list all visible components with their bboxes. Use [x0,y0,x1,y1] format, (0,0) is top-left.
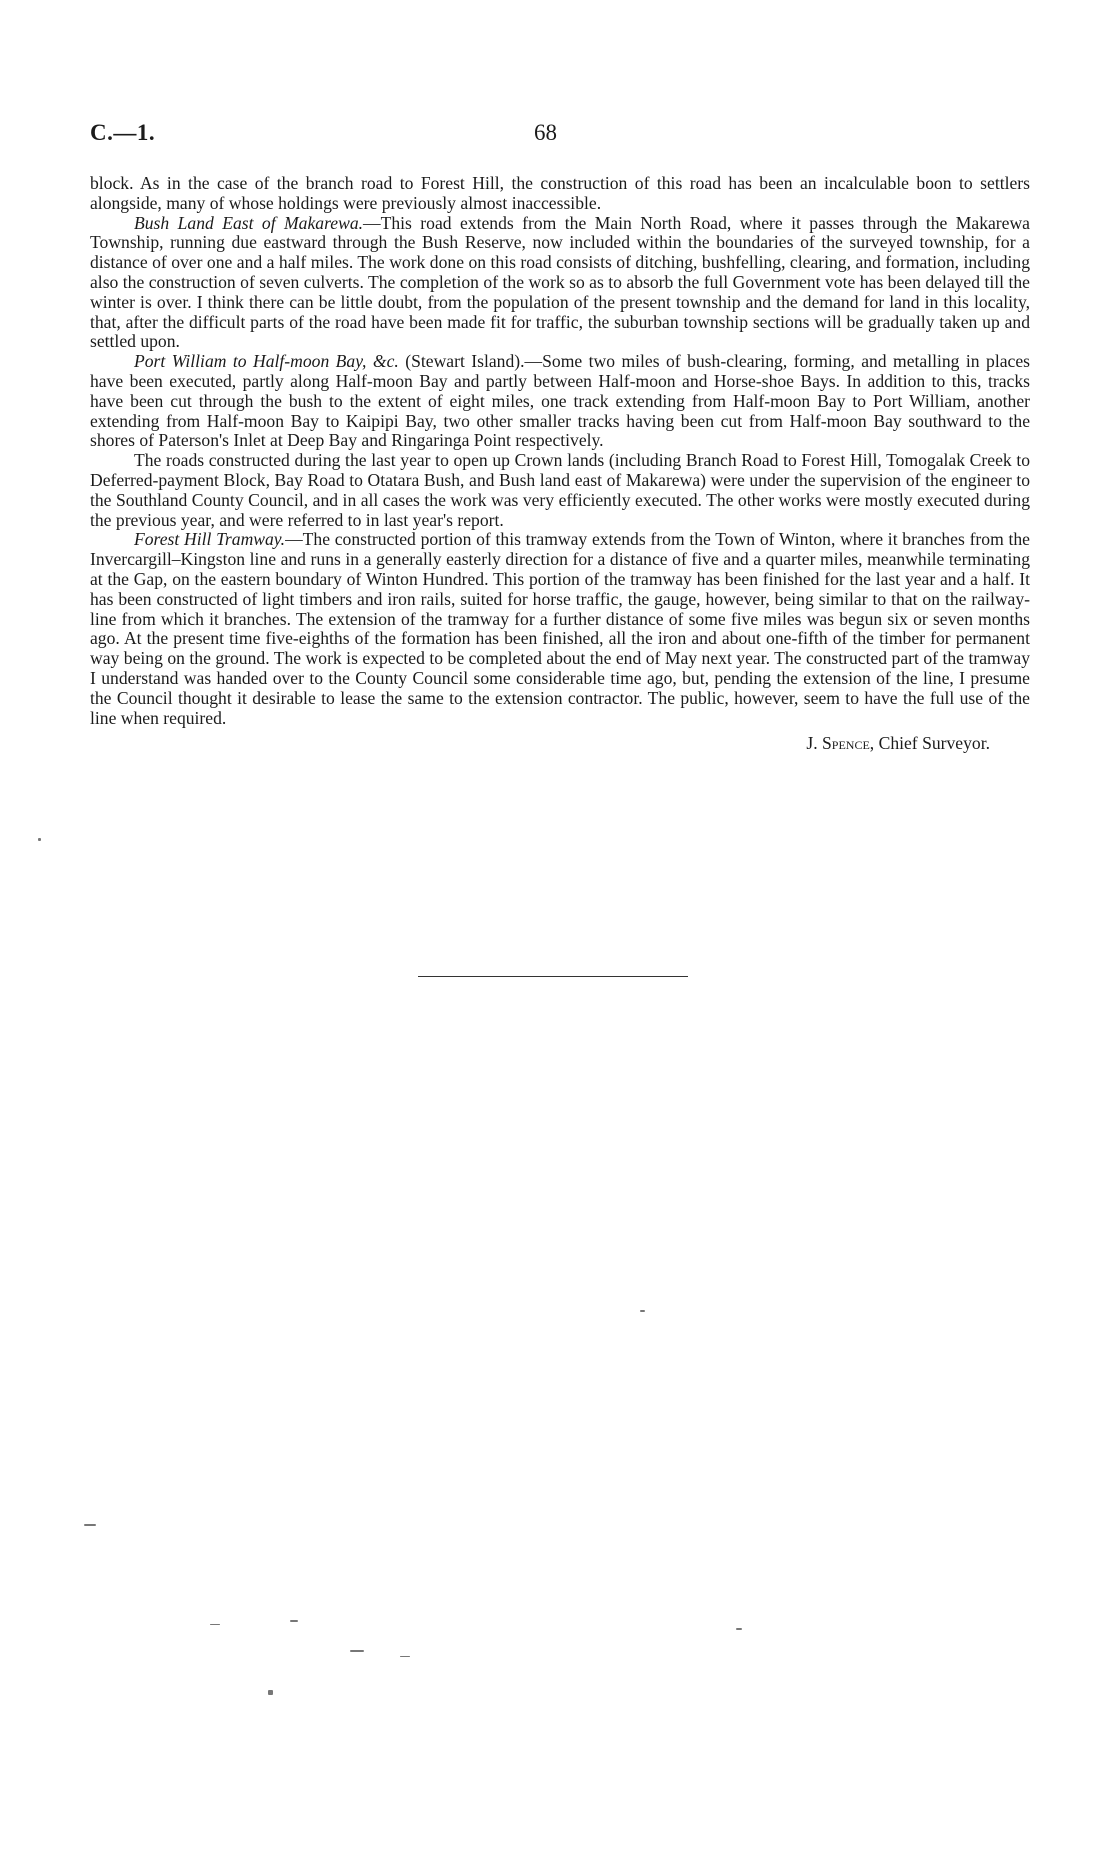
paragraph-bush-land-east-of-makarewa [90,214,1030,353]
signature [90,734,1030,754]
section-heading: Forest Hill Tramway. [134,529,286,550]
signature-name: J. Spence [806,733,870,754]
paragraph-text: —This road extends from the Main North Road, where it passes through the Makarewa Township, running due eastward through the Bush Reserve, now included within the boundaries of the surveyed township, for a distance of over one and a half miles. The work done on this road consists of ditching, bushfelling, clearing, and formation, including also the construction of seven culverts. The completion of the work so as to absorb the full Government vote has been delayed till the winter is over. I think there can be little doubt, from the population of the present township and the demand for land in this locality, that, after the difficult parts of the road have been made fit for traffic, the suburban township sections will be gradually taken up and settled upon. [90,212,1030,352]
paragraph-forest-hill-tramway [90,530,1030,728]
scan-speck [736,1628,742,1630]
section-divider-rule [418,976,688,977]
paragraph-continuation [90,174,1030,214]
scan-speck [400,1656,410,1657]
scan-speck [38,838,41,841]
scan-speck [268,1690,273,1695]
paragraph-roads-constructed [90,451,1030,530]
scan-speck [84,1524,96,1526]
scan-speck [640,1310,645,1312]
document-reference: C.—1. [90,120,156,145]
scan-speck [350,1650,364,1652]
section-heading: Port William to Half-moon Bay, &c. [134,351,399,372]
scan-speck [290,1620,298,1622]
page-header [90,120,1030,150]
paragraph-text: The roads constructed during the last year to open up Crown lands (including Branch Road to Forest Hill, Tomogalak Creek to Deferred-payment Block, Bay Road to Otatara Bush, and Bush land east of Makarewa) were under the supervision of the engineer to the Southland County Council, and in all cases the work was very efficiently executed. The other works were mostly executed during the previous year, and were referred to in last year's report. [90,450,1030,530]
paragraph-text: —The constructed portion of this tramway extends from the Town of Winton, where it branches from the Invercargill–Kingston line and runs in a generally easterly direction for a distance of five and a quarter miles, meanwhile terminating at the Gap, on the eastern boundary of Winton Hundred. This portion of the tramway has been finished for the last year and a half. It has been constructed of light timbers and iron rails, suited for horse traffic, the gauge, however, being similar to that on the railway-line from which it branches. The extension of the tramway for a further distance of some five miles was begun six or seven months ago. At the present time five-eighths of the formation has been finished, all the iron and about one-fifth of the timber for permanent way being on the ground. The work is expected to be completed about the end of May next year. The constructed part of the tramway I understand was handed over to the County Council some considerable time ago, but, pending the extension of the line, I presume the Council thought it desirable to lease the same to the extension contractor. The public, however, seem to have the full use of the line when required. [90,529,1030,728]
page-number: 68 [534,120,557,145]
paragraph-text: block. As in the case of the branch road to Forest Hill, the construction of this road has been an incalculable boon to settlers alongside, many of whose holdings were previously almost inaccessible. [90,173,1030,213]
paragraph-text: (Stewart Island).—Some two miles of bush-clearing, forming, and metalling in places have been executed, partly along Half-moon Bay and partly between Half-moon and Horse-shoe Bays. In addition to this, tracks have been cut through the bush to the extent of eight miles, one track extending from Half-moon Bay to Port William, another extending from Half-moon Bay to Kaipipi Bay, two other smaller tracks having been cut from Half-moon Bay southward to the shores of Paterson's Inlet at Deep Bay and Ringaringa Point respectively. [90,351,1030,451]
body-text [90,174,1030,754]
scan-speck [210,1624,220,1625]
paragraph-port-william-to-half-moon-bay [90,352,1030,451]
section-heading: Bush Land East of Makarewa. [134,212,364,233]
signature-title: , Chief Surveyor. [869,733,990,754]
